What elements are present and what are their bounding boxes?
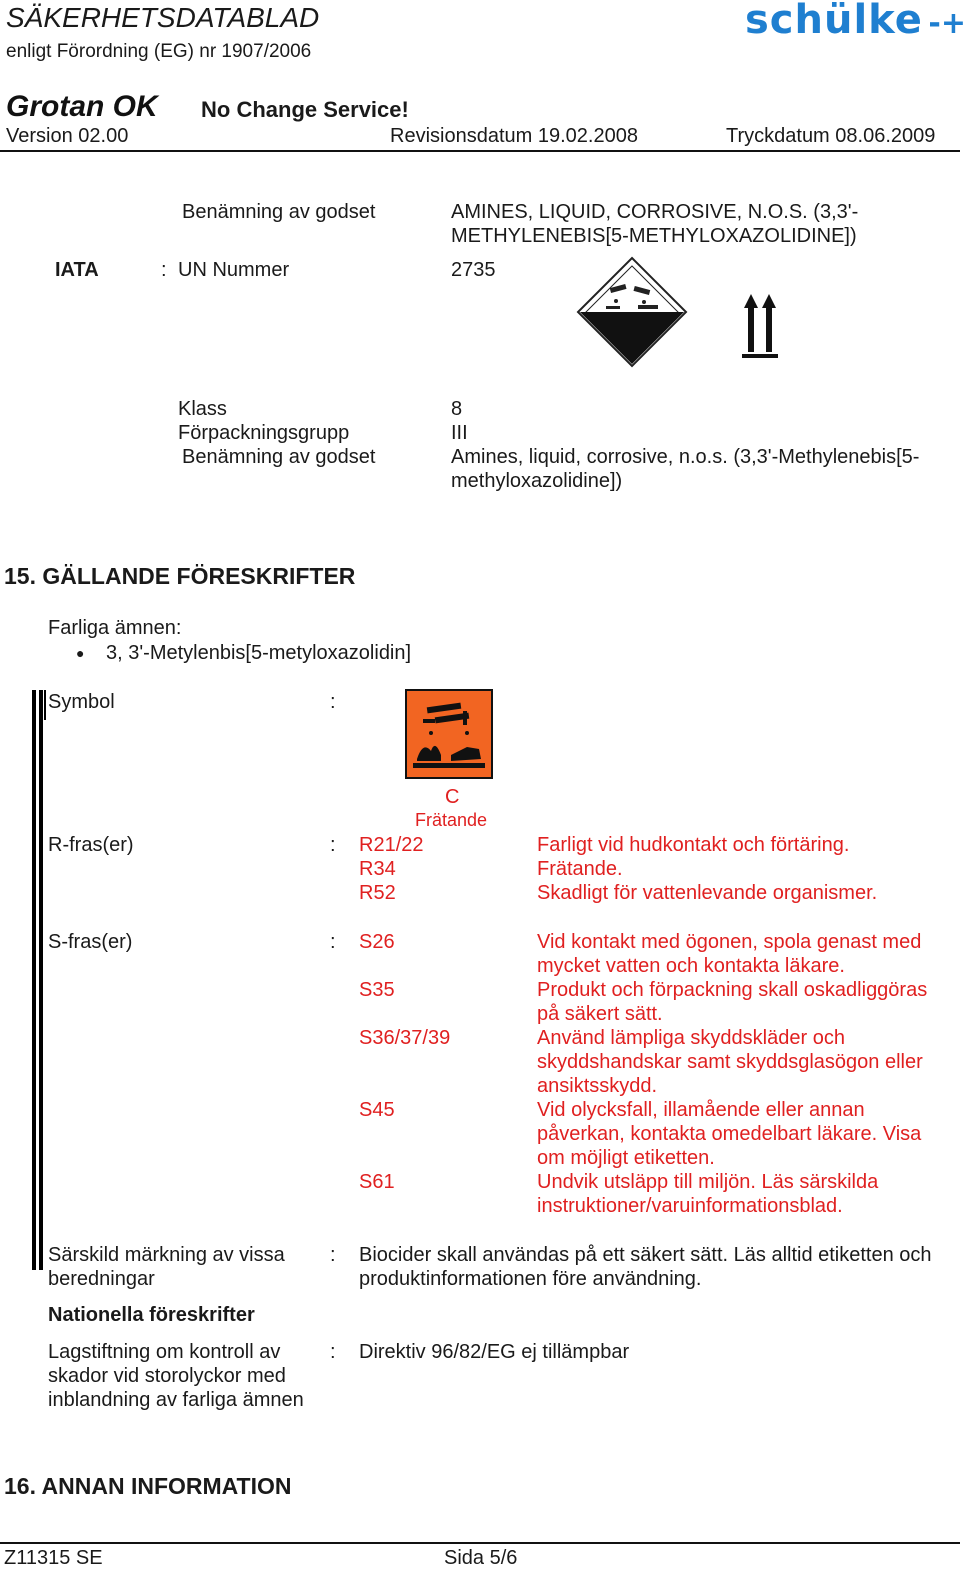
s-phrase-text: Undvik utsläpp till miljön. Läs särskilda instruktioner/varuinformationsblad. — [537, 1171, 879, 1217]
r-phrases-label: R-fras(er) — [48, 834, 134, 856]
section-15-title: 15. GÄLLANDE FÖRESKRIFTER — [4, 563, 356, 589]
s-phrase-text: Produkt och förpackning skall oskadliggöras på säkert sätt. — [537, 979, 928, 1025]
s-phrase-code: S36/37/39 — [359, 1027, 451, 1049]
shipping-name-label: Benämning av godset — [182, 201, 376, 223]
shipping-name-label-2: Benämning av godset — [182, 446, 376, 468]
legislation-label: Lagstiftning om kontroll av skador vid storolyckor med inblandning av farliga ämnen — [48, 1341, 304, 1411]
class-label: Klass — [178, 398, 227, 420]
legislation-text: Direktiv 96/82/EG ej tillämpbar — [359, 1341, 630, 1363]
s-phrase-code: S35 — [359, 979, 395, 1001]
bullet-icon: ● — [76, 645, 85, 661]
un-number-label: UN Nummer — [178, 259, 290, 281]
class-value: 8 — [451, 398, 463, 420]
section-16-title: 16. ANNAN INFORMATION — [4, 1473, 292, 1499]
s-phrases-colon: : — [330, 931, 336, 953]
this-way-up-arrows-icon — [738, 292, 782, 362]
special-labelling-colon: : — [330, 1244, 336, 1266]
r-phrase-text: Frätande. — [537, 858, 623, 880]
corrosive-hazard-symbol-icon — [405, 689, 493, 779]
document-code: Z11315 SE — [4, 1547, 103, 1569]
r-phrase-code: R34 — [359, 858, 396, 880]
change-bar — [32, 690, 36, 1270]
s-phrase-code: S61 — [359, 1171, 395, 1193]
national-regulations-title: Nationella föreskrifter — [48, 1304, 255, 1326]
revision-date: Revisionsdatum 19.02.2008 — [390, 125, 638, 147]
corrosive-class8-icon — [576, 256, 688, 368]
r-phrase-code: R21/22 — [359, 834, 424, 856]
r-phrase-text: Farligt vid hudkontakt och förtäring. — [537, 834, 850, 856]
version: Version 02.00 — [6, 125, 129, 147]
hazardous-substance-item: 3, 3'-Metylenbis[5-metyloxazolidin] — [106, 642, 412, 664]
document-title: SÄKERHETSDATABLAD — [6, 2, 320, 33]
print-date: Tryckdatum 08.06.2009 — [726, 125, 936, 147]
special-labelling-label: Särskild märkning av vissa beredningar — [48, 1244, 285, 1290]
symbol-label: Symbol — [48, 691, 115, 713]
symbol-colon: : — [330, 691, 336, 713]
packing-group-label: Förpackningsgrupp — [178, 422, 350, 444]
legislation-colon: : — [330, 1341, 336, 1363]
s-phrases-label: S-fras(er) — [48, 931, 133, 953]
iata-colon: : — [161, 259, 167, 281]
r-phrase-text: Skadligt för vattenlevande organismer. — [537, 882, 878, 904]
r-phrases-colon: : — [330, 834, 336, 856]
regulation-reference: enligt Förordning (EG) nr 1907/2006 — [6, 41, 312, 62]
un-number-value: 2735 — [451, 259, 496, 281]
shipping-name-value-line1: AMINES, LIQUID, CORROSIVE, N.O.S. (3,3'- — [451, 201, 859, 223]
brand-mark-icon: -+ — [928, 6, 966, 41]
s-phrase-code: S45 — [359, 1099, 395, 1121]
change-bar — [44, 690, 46, 720]
symbol-code: C — [445, 786, 460, 808]
s-phrase-text: Använd lämpliga skyddskläder och skyddshandskar samt skyddsglasögon eller ansiktsskydd. — [537, 1027, 923, 1097]
shipping-name-value-line3: Amines, liquid, corrosive, n.o.s. (3,3'-Methylenebis[5- — [451, 446, 920, 468]
s-phrase-code: S26 — [359, 931, 395, 953]
packing-group-value: III — [451, 422, 468, 444]
iata-label: IATA — [55, 259, 99, 281]
shipping-name-value-line4: methyloxazolidine]) — [451, 470, 623, 492]
hazardous-substances-label: Farliga ämnen: — [48, 617, 182, 639]
brand-logo — [745, 0, 966, 43]
header-divider — [0, 150, 960, 152]
change-bar — [39, 690, 43, 1270]
page-number: Sida 5/6 — [444, 1547, 518, 1569]
footer-divider — [0, 1542, 960, 1544]
product-name: Grotan OK — [6, 90, 158, 123]
symbol-name: Frätande — [415, 810, 488, 830]
no-change-service: No Change Service! — [201, 97, 409, 122]
shipping-name-value-line2: METHYLENEBIS[5-METHYLOXAZOLIDINE]) — [451, 225, 857, 247]
brand-name: schülke — [745, 0, 923, 43]
s-phrase-text: Vid kontakt med ögonen, spola genast med mycket vatten och kontakta läkare. — [537, 931, 922, 977]
special-labelling-text: Biocider skall användas på ett säkert sätt. Läs alltid etiketten och produktinformationen före användning. — [359, 1244, 932, 1290]
s-phrase-text: Vid olycksfall, illamående eller annan påverkan, kontakta omedelbart läkare. Visa om möjligt etiketten. — [537, 1099, 922, 1169]
r-phrase-code: R52 — [359, 882, 396, 904]
